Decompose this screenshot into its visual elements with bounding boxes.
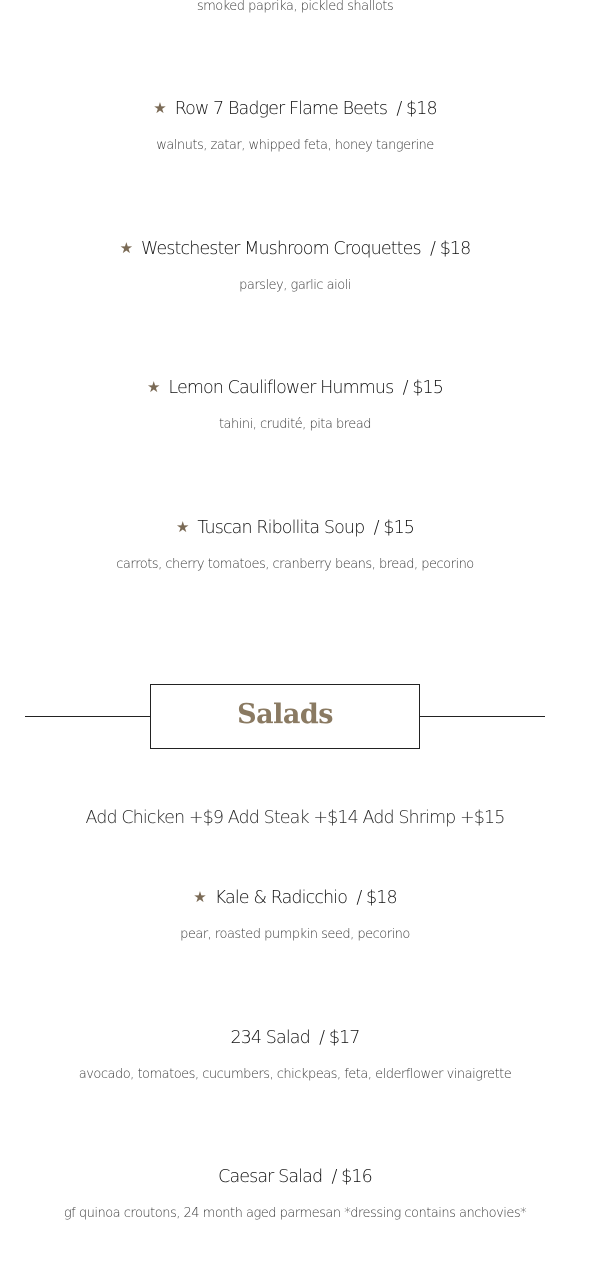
item-name: 234 Salad [230,1028,310,1048]
star-icon: ★ [193,888,207,906]
star-icon: ★ [175,518,190,536]
item-description: gf quinoa croutons, 24 month aged parmesan *dressing contains anchovies* [63,1206,527,1221]
item-description: parsley, garlic aioli [239,278,351,293]
menu-item-title [0,98,590,120]
item-description: avocado, tomatoes, cucumbers, chickpeas, feta, elderflower vinaigrette [78,1067,512,1082]
item-name: Lemon Cauliflower Hummus [168,378,394,398]
item-name: Kale & Radicchio [214,888,347,908]
star-icon: ★ [119,239,134,257]
item-description: carrots, cherry tomatoes, cranberry beans, bread, pecorino [116,557,474,572]
divider-line [420,716,545,717]
section-title-box [150,684,420,749]
menu-item-title [0,1027,590,1049]
star-icon: ★ [153,99,167,117]
menu-item-title [0,238,590,260]
item-name: Row 7 Badger Flame Beets [174,99,388,119]
salad-addons: Add Chicken +$9 Add Steak +$14 Add Shrimp +$15 [85,808,505,828]
item-name: Westchester Mushroom Croquettes [141,239,421,259]
item-price: / $15 [402,378,444,398]
item-price: / $17 [319,1028,360,1048]
section-title: Salads [237,699,333,730]
section-header-salads [25,684,545,749]
menu-item-title [0,517,590,539]
item-name: Tuscan Ribollita Soup [197,518,365,538]
item-price: / $18 [356,888,397,908]
menu-item-title [0,377,590,399]
item-name: Caesar Salad [218,1167,323,1187]
item-price: / $18 [430,239,471,259]
item-price: / $15 [373,518,415,538]
item-price: / $18 [396,99,437,119]
item-description: tahini, crudité, pita bread [218,417,372,432]
menu-item-title [0,1166,590,1188]
divider-line [25,716,150,717]
item-description: pear, roasted pumpkin seed, pecorino [180,927,410,942]
star-icon: ★ [146,378,161,396]
item-price: / $16 [331,1167,372,1187]
item-description: smoked paprika, pickled shallots [196,0,394,14]
menu-item-title [0,887,590,909]
item-description: walnuts, zatar, whipped feta, honey tangerine [156,138,434,153]
